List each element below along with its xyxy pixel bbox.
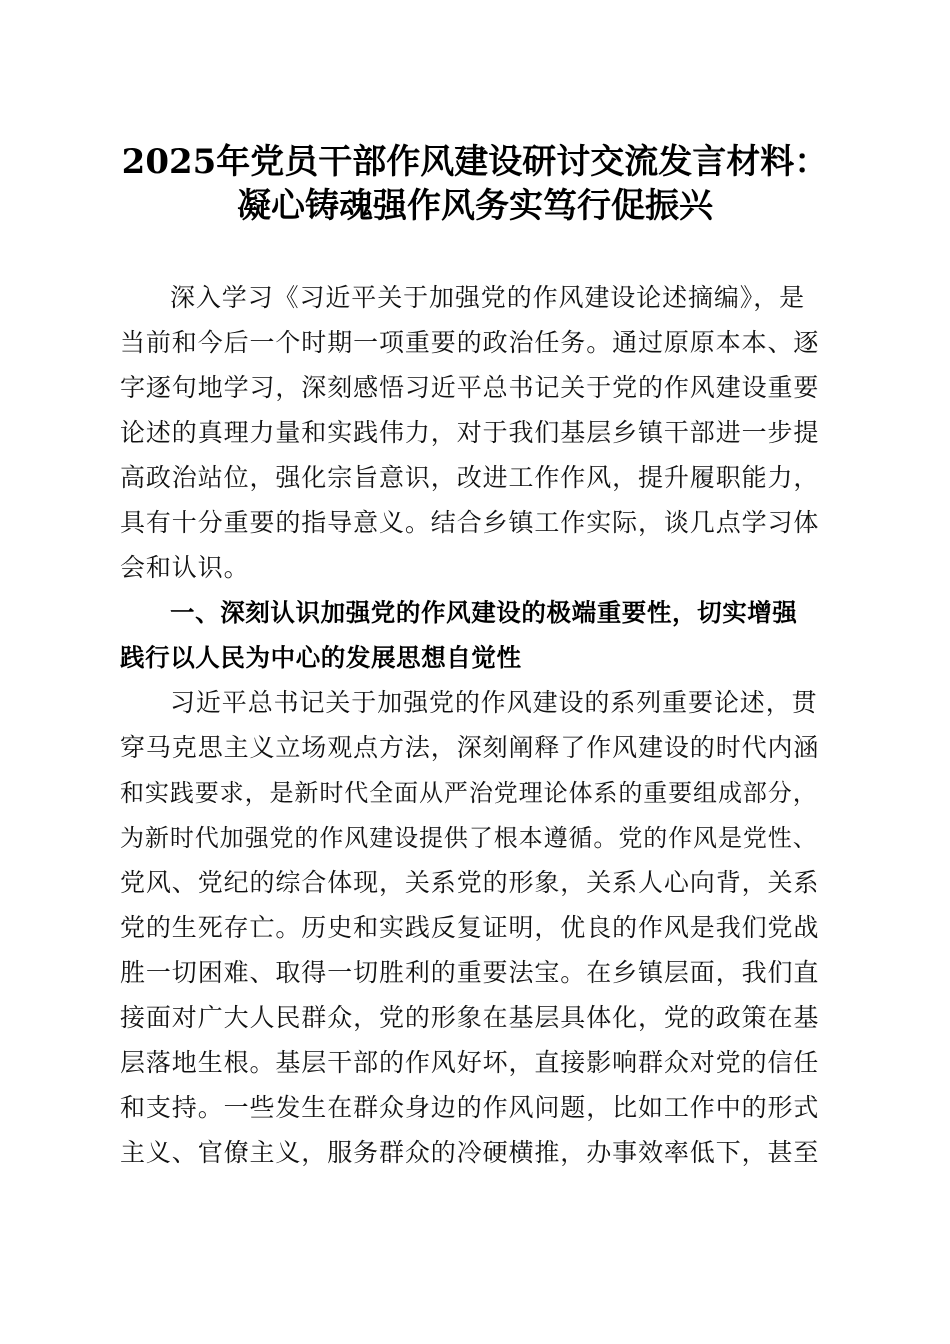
paragraph-2-line: 接面对广大人民群众，党的形象在基层具体化，党的政策在基 bbox=[120, 1003, 820, 1032]
document-title-line-2: 凝心铸魂强作风务实笃行促振兴 bbox=[237, 186, 713, 226]
paragraph-2-line: 主义、官僚主义，服务群众的冷硬横推，办事效率低下，甚至 bbox=[120, 1138, 820, 1167]
paragraph-1-line: 会和认识。 bbox=[120, 553, 250, 582]
section-heading-1: 一、深刻认识加强党的作风建设的极端重要性，切实增强 bbox=[170, 598, 798, 627]
paragraph-1-line: 深入学习《习近平关于加强党的作风建设论述摘编》，是 bbox=[170, 283, 806, 312]
paragraph-2-line: 党的生死存亡。历史和实践反复证明，优良的作风是我们党战 bbox=[120, 913, 820, 942]
paragraph-2-line: 胜一切困难、取得一切胜利的重要法宝。在乡镇层面，我们直 bbox=[120, 958, 820, 987]
paragraph-2-line: 层落地生根。基层干部的作风好坏，直接影响群众对党的信任 bbox=[120, 1048, 820, 1077]
paragraph-2-line: 习近平总书记关于加强党的作风建设的系列重要论述，贯 bbox=[170, 688, 818, 717]
paragraph-2-line: 为新时代加强党的作风建设提供了根本遵循。党的作风是党性、 bbox=[120, 824, 818, 852]
paragraph-2-line: 和支持。一些发生在群众身边的作风问题，比如工作中的形式 bbox=[120, 1093, 820, 1122]
document-title-line-1: 2025年党员干部作风建设研讨交流发言材料： bbox=[121, 142, 829, 182]
paragraph-2-line: 穿马克思主义立场观点方法，深刻阐释了作风建设的时代内涵 bbox=[120, 733, 820, 762]
paragraph-1-line: 当前和今后一个时期一项重要的政治任务。通过原原本本、逐 bbox=[120, 328, 820, 357]
paragraph-2-line: 党风、党纪的综合体现，关系党的形象，关系人心向背，关系 bbox=[120, 868, 820, 897]
paragraph-1-line: 具有十分重要的指导意义。结合乡镇工作实际，谈几点学习体 bbox=[120, 508, 820, 537]
paragraph-2-line: 和实践要求，是新时代全面从严治党理论体系的重要组成部分， bbox=[120, 779, 818, 807]
paragraph-1-line: 高政治站位，强化宗旨意识，改进工作作风，提升履职能力， bbox=[120, 463, 820, 492]
section-heading-1: 践行以人民为中心的发展思想自觉性 bbox=[120, 643, 522, 672]
paragraph-1-line: 字逐句地学习，深刻感悟习近平总书记关于党的作风建设重要 bbox=[120, 373, 820, 402]
paragraph-1-line: 论述的真理力量和实践伟力，对于我们基层乡镇干部进一步提 bbox=[120, 418, 820, 447]
